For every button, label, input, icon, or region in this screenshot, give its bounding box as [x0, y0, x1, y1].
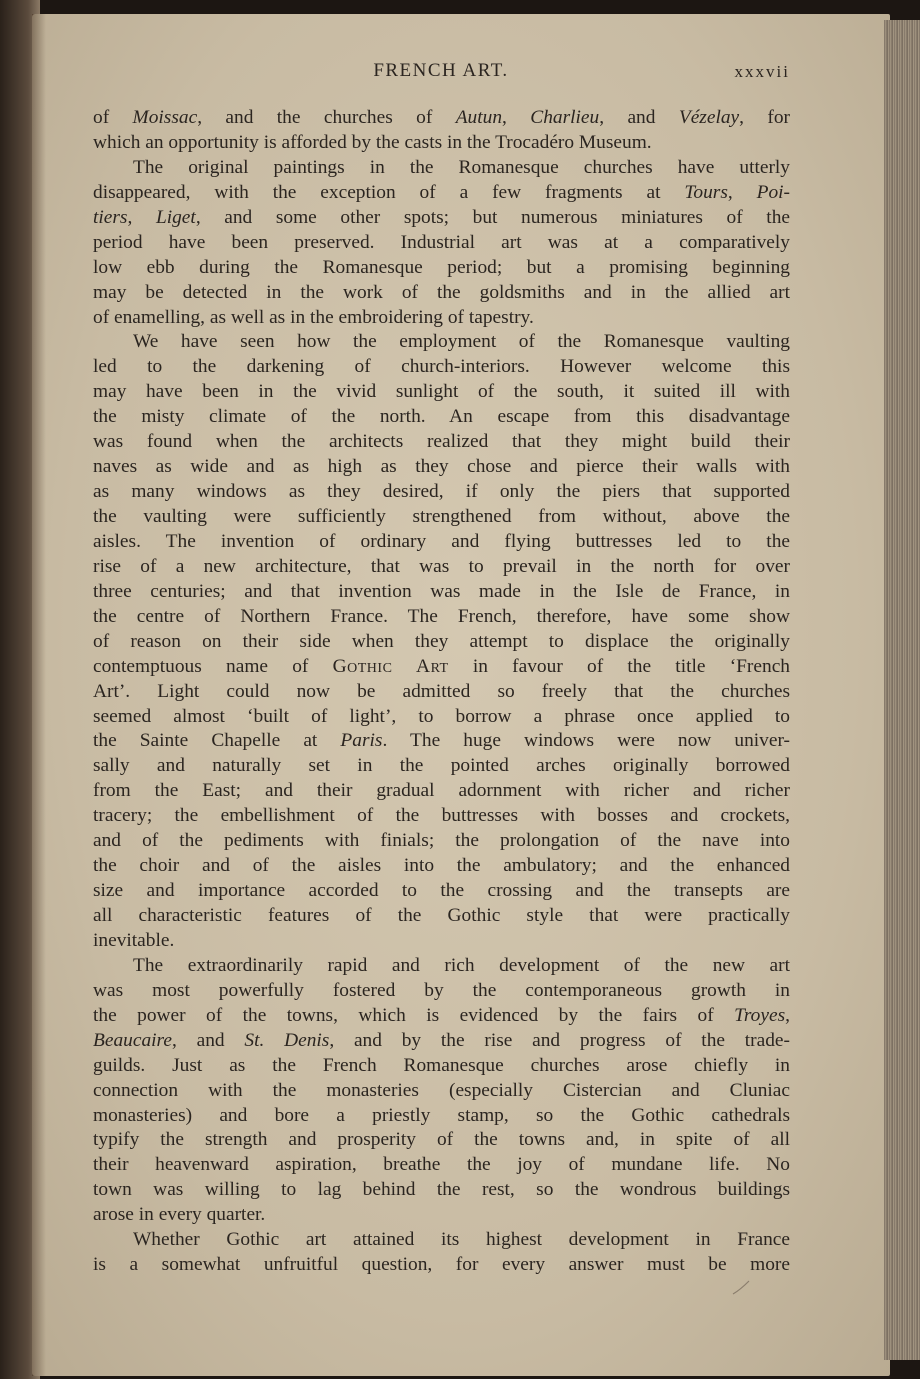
line-text: seemed almost ‘built of light’, to borrow a phrase once applied to — [93, 705, 790, 727]
line-text: monasteries) and bore a priestly stamp, so the Gothic cathedrals — [93, 1104, 790, 1126]
line-text: , and — [599, 107, 679, 128]
running-title: FRENCH ART. — [373, 60, 509, 81]
line-text: contemptuous name of — [93, 655, 333, 677]
italic-text: Beaucaire — [93, 1029, 172, 1051]
line-text: disappeared, with the exception of a few fragments at — [93, 181, 685, 203]
line-text: the centre of Northern France. The French, therefore, have some show — [93, 605, 790, 627]
text-line — [93, 580, 790, 605]
line-text: of enamelling, as well as in the embroidering of tapestry. — [93, 306, 534, 328]
line-text: from the East; and their gradual adornment with richer and richer — [93, 780, 790, 802]
line-text: the vaulting were sufficiently strengthened from without, above the — [93, 506, 790, 527]
text-line — [93, 106, 790, 131]
line-text: and of the pediments with finials; the prolongation of the nave into — [93, 830, 790, 852]
line-text: low ebb during the Romanesque period; but a promising beginning — [93, 256, 790, 278]
text-line — [93, 854, 790, 879]
text-line — [93, 1029, 790, 1054]
line-text: the choir and of the aisles into the ambulatory; and the enhanced — [93, 855, 790, 877]
line-text: connection with the monasteries (especially Cistercian and Cluniac — [93, 1079, 790, 1101]
text-line — [93, 555, 790, 580]
line-text: Whether Gothic art attained its highest development in France — [133, 1229, 790, 1251]
text-line — [93, 281, 790, 306]
line-text: which an opportunity is afforded by the casts in the Trocadéro Museum. — [93, 131, 652, 153]
line-text: is a somewhat unfruitful question, for every answer must be more — [93, 1254, 790, 1276]
italic-text: Poi- — [756, 181, 791, 203]
text-line — [93, 306, 790, 331]
text-line — [93, 904, 790, 929]
line-text: , — [785, 1004, 790, 1026]
line-text: , and some other spots; but numerous miniatures of the — [195, 206, 790, 228]
text-line — [93, 655, 790, 680]
line-text: tracery; the embellishment of the buttresses with bosses and crockets, — [93, 805, 790, 827]
line-text: , and — [171, 1029, 245, 1051]
line-text: aisles. The invention of ordinary and flying buttresses led to the — [93, 530, 790, 552]
line-text: in favour of the title ‘French — [448, 655, 790, 677]
text-line — [93, 605, 790, 630]
italic-text: Autun — [455, 107, 503, 128]
line-text: Art’. Light could now be admitted so freely that the churches — [93, 680, 790, 702]
line-text: the power of the towns, which is evidenced by the fairs of — [93, 1004, 735, 1026]
text-line — [93, 729, 790, 754]
gutter-fold — [32, 14, 46, 1376]
line-text: may be detected in the work of the goldsmiths and in the allied art — [93, 281, 790, 303]
line-text: as many windows as they desired, if only the piers that supported — [93, 481, 790, 503]
page-header — [92, 60, 790, 86]
italic-text: Paris — [340, 730, 383, 752]
text-line — [93, 530, 790, 555]
line-text: . The huge windows were now univer- — [382, 730, 790, 752]
line-text: three centuries; and that invention was made in the Isle de France, in — [93, 580, 790, 602]
text-line — [93, 1079, 790, 1104]
text-line — [93, 1228, 790, 1253]
line-text: , — [502, 107, 531, 128]
text-line — [93, 954, 790, 979]
text-line — [93, 1153, 790, 1178]
text-line — [93, 330, 790, 355]
text-line — [93, 1054, 790, 1079]
line-text: , — [127, 206, 156, 228]
text-line — [93, 480, 790, 505]
line-text: of — [93, 107, 133, 128]
italic-text: Vézelay — [678, 107, 740, 128]
text-line — [93, 231, 790, 256]
italic-text: Liget — [155, 206, 196, 228]
line-text: was found when the architects realized that they might build their — [93, 431, 790, 453]
line-text: of reason on their side when they attempt to displace the originally — [93, 630, 790, 652]
pencil-mark-icon — [730, 1278, 752, 1298]
text-line — [93, 1178, 790, 1203]
text-line — [93, 630, 790, 655]
text-line — [93, 1104, 790, 1129]
text-line — [93, 829, 790, 854]
body-text — [93, 106, 790, 1278]
line-text: , and the churches of — [197, 107, 456, 128]
page-edges — [884, 20, 920, 1360]
text-line — [93, 804, 790, 829]
line-text: rise of a new architecture, that was to prevail in the north for over — [93, 555, 790, 577]
text-line — [93, 505, 790, 530]
text-line — [93, 1203, 790, 1228]
text-line — [93, 779, 790, 804]
small-caps-text: Gothic Art — [332, 655, 449, 677]
line-text: the Sainte Chapelle at — [93, 730, 341, 752]
line-text: , for — [739, 107, 790, 128]
italic-text: Charlieu — [530, 107, 600, 128]
line-text: their heavenward aspiration, breathe the joy of mundane life. No — [93, 1154, 790, 1176]
page-number: xxxvii — [734, 62, 790, 81]
italic-text: Troyes — [734, 1004, 786, 1026]
text-line — [93, 131, 790, 156]
italic-text: Moissac — [132, 107, 198, 128]
text-line — [93, 405, 790, 430]
text-line — [93, 979, 790, 1004]
line-text: sally and naturally set in the pointed arches originally borrowed — [93, 755, 790, 777]
line-text: , and by the rise and progress of the trade- — [329, 1029, 790, 1051]
text-line — [93, 355, 790, 380]
text-line — [93, 754, 790, 779]
text-line — [93, 680, 790, 705]
line-text: the misty climate of the north. An escape from this disadvantage — [93, 406, 790, 428]
text-line — [93, 256, 790, 281]
italic-text: tiers — [93, 206, 128, 228]
line-text: town was willing to lag behind the rest, so the wondrous buildings — [93, 1179, 790, 1201]
line-text: , — [727, 181, 757, 203]
text-line — [93, 455, 790, 480]
line-text: naves as wide and as high as they chose and pierce their walls with — [93, 456, 790, 478]
text-line — [93, 705, 790, 730]
line-text: led to the darkening of church-interiors. However welcome this — [93, 356, 790, 378]
line-text: inevitable. — [93, 929, 175, 951]
line-text: arose in every quarter. — [93, 1204, 266, 1226]
text-line — [93, 1253, 790, 1278]
line-text: The extraordinarily rapid and rich development of the new art — [133, 954, 790, 976]
text-line — [93, 1128, 790, 1153]
text-line — [93, 879, 790, 904]
italic-text: St. Denis — [244, 1029, 330, 1051]
line-text: The original paintings in the Romanesque churches have utterly — [133, 156, 790, 178]
line-text: typify the strength and prosperity of the towns and, in spite of all — [93, 1129, 790, 1151]
line-text: may have been in the vivid sunlight of the south, it suited ill with — [93, 381, 790, 403]
line-text: period have been preserved. Industrial art was at a comparatively — [93, 231, 790, 253]
line-text: guilds. Just as the French Romanesque churches arose chiefly in — [93, 1054, 790, 1076]
line-text: all characteristic features of the Gothic style that were practically — [93, 905, 790, 926]
text-line — [93, 929, 790, 954]
text-line — [93, 156, 790, 181]
italic-text: Tours — [684, 181, 728, 203]
line-text: size and importance accorded to the crossing and the transepts are — [93, 880, 790, 902]
line-text: We have seen how the employment of the Romanesque vaulting — [133, 331, 790, 353]
text-line — [93, 430, 790, 455]
text-line — [93, 1004, 790, 1029]
line-text: was most powerfully fostered by the contemporaneous growth in — [93, 979, 790, 1001]
text-line — [93, 380, 790, 405]
text-line — [93, 206, 790, 231]
text-line — [93, 181, 790, 206]
